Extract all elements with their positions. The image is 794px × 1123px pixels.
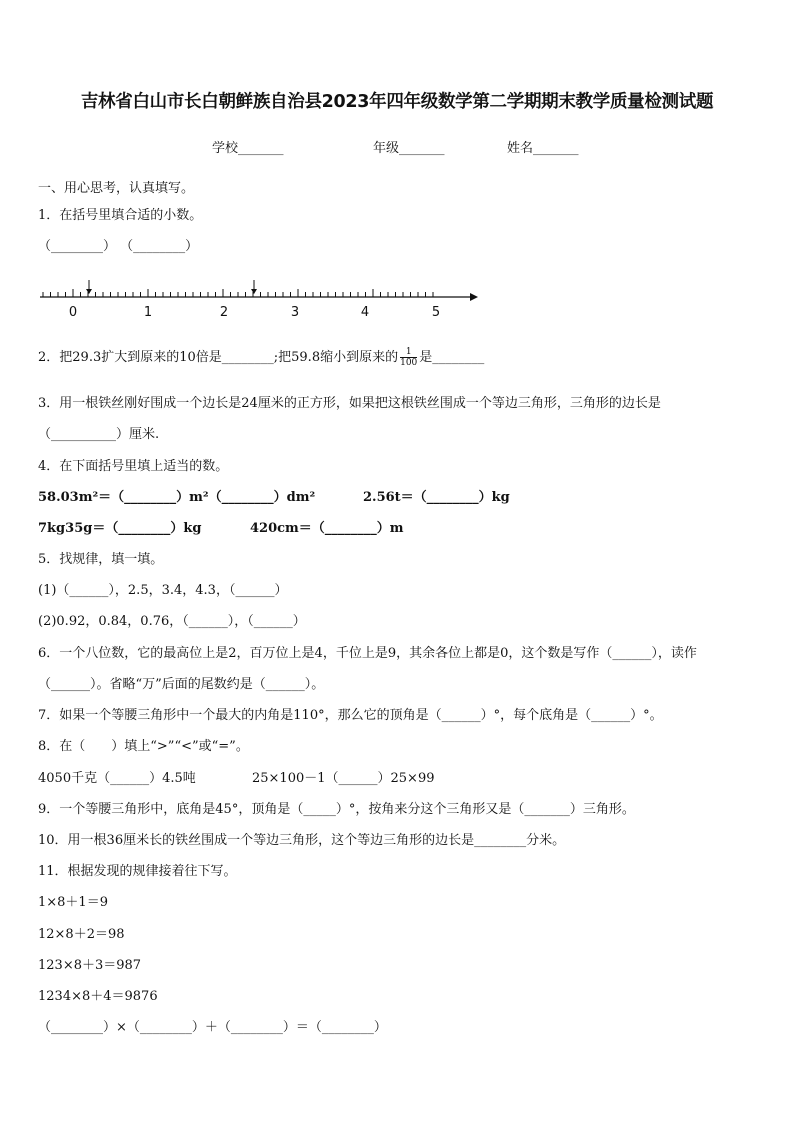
equation-3: 123×8＋3＝987 <box>38 958 142 973</box>
grade-field: 年级_______ <box>373 141 445 156</box>
question-8-b: 25×100－1（______）25×99 <box>252 771 435 786</box>
tick-label-2: 2 <box>219 305 229 320</box>
arrow-marker-1 <box>86 280 92 294</box>
number-line <box>38 272 478 320</box>
question-4-row-1a: 58.03m²＝（________）m²（________）dm² <box>38 490 316 505</box>
question-5-line-2: (2)0.92，0.84，0.76，（______），（______） <box>38 614 306 629</box>
school-field: 学校_______ <box>212 141 284 156</box>
question-1: 1．在括号里填合适的小数。 <box>38 208 203 223</box>
question-11: 11．根据发现的规律接着往下写。 <box>38 864 237 879</box>
question-3-line-2: （__________）厘米. <box>38 427 160 442</box>
fraction <box>400 347 417 368</box>
question-5-line-1: (1)（______），2.5，3.4，4.3，（______） <box>38 583 288 598</box>
question-10: 10．用一根36厘米长的铁丝围成一个等边三角形，这个等边三角形的边长是________分米。 <box>38 833 566 848</box>
question-2-part-b: 是________ <box>419 350 485 365</box>
tick-label-4: 4 <box>360 305 370 320</box>
tick-label-1: 1 <box>143 305 153 320</box>
question-4-row-2b: 420cm＝（________）m <box>250 521 404 536</box>
tick-label-5: 5 <box>431 305 441 320</box>
question-2 <box>38 347 484 368</box>
question-7: 7．如果一个等腰三角形中一个最大的内角是110°，那么它的顶角是（______）°，每个底角是（______）°。 <box>38 708 663 723</box>
question-4-row-2a: 7kg35g＝（________）kg <box>38 521 202 536</box>
equation-1: 1×8＋1＝9 <box>38 895 108 910</box>
equation-2: 12×8＋2＝98 <box>38 927 125 942</box>
question-9: 9．一个等腰三角形中，底角是45°，顶角是（_____）°，按角来分这个三角形又是（_______）三角形。 <box>38 802 635 817</box>
question-6-line-2: （______）。省略“万”后面的尾数约是（______）。 <box>38 677 325 692</box>
tick-label-0: 0 <box>68 305 78 320</box>
question-3-line-1: 3．用一根铁丝刚好围成一个边长是24厘米的正方形，如果把这根铁丝围成一个等边三角形，三角形的边长是 <box>38 396 661 411</box>
name-field: 姓名_______ <box>507 141 579 156</box>
equation-answer: （________）×（________）＋（________）＝（________） <box>38 1020 387 1035</box>
tick-label-3: 3 <box>290 305 300 320</box>
document-title: 吉林省白山市长白朝鲜族自治县2023年四年级数学第二学期期末教学质量检测试题 <box>80 92 714 112</box>
question-8-a: 4050千克（______）4.5吨 <box>38 771 196 786</box>
fraction-denominator: 100 <box>400 358 418 368</box>
question-5: 5．找规律，填一填。 <box>38 552 164 567</box>
question-4-row-1b: 2.56t＝（________）kg <box>363 490 510 505</box>
fraction-numerator: 1 <box>400 347 417 358</box>
question-6-line-1: 6．一个八位数，它的最高位上是2，百万位上是4，千位上是9，其余各位上都是0，这个数是写作（______），读作 <box>38 646 697 661</box>
number-line-arrowhead <box>470 293 478 301</box>
question-2-part-a: 2．把29.3扩大到原来的10倍是________;把59.8缩小到原来的 <box>38 350 399 365</box>
arrow-marker-2 <box>251 280 257 294</box>
question-8: 8．在（ ）填上“>”“<”或“=”。 <box>38 739 249 754</box>
section-heading: 一、用心思考，认真填写。 <box>38 181 195 196</box>
equation-4: 1234×8＋4＝9876 <box>38 989 158 1004</box>
question-4: 4．在下面括号里填上适当的数。 <box>38 459 229 474</box>
question-1-blanks: （________） （________） <box>38 239 199 254</box>
